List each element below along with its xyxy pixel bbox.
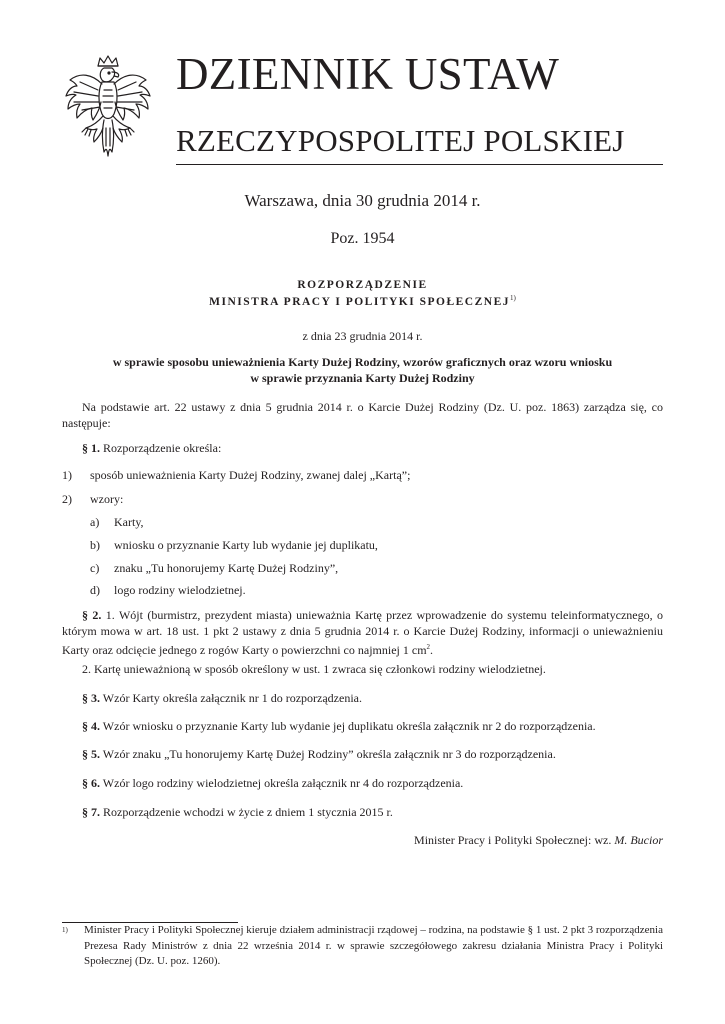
section-mark: § 5.	[82, 747, 100, 761]
act-subject-line-2: w sprawie przyznania Karty Dużej Rodziny	[250, 371, 475, 385]
publication-date: Warszawa, dnia 30 grudnia 2014 r.	[244, 191, 481, 210]
list-item-number: 2)	[62, 492, 72, 506]
section-text: Wzór wniosku o przyznanie Karty lub wydanie jej duplikatu określa załącznik nr 2 do rozporządzenia.	[102, 719, 596, 733]
section-2-paragraph-2: 2. Kartę unieważnioną w sposób określony w ust. 1 zwraca się członkowi rodziny wielodzietnej.	[82, 662, 546, 676]
list-item-text: wzory:	[90, 492, 124, 506]
footnote-mark: 1)	[62, 926, 68, 934]
list-subitem-letter: c)	[90, 561, 100, 575]
list-subitem-text: logo rodziny wielodzietnej.	[114, 583, 246, 597]
section-text: Wzór logo rodziny wielodzietnej określa załącznik nr 4 do rozporządzenia.	[102, 776, 464, 790]
superscript: 2	[426, 643, 431, 651]
section-mark: § 3.	[82, 691, 100, 705]
list-item-text: sposób unieważnienia Karty Dużej Rodziny, zwanej dalej „Kartą”;	[90, 468, 411, 482]
footnote-reference: 1)	[510, 294, 516, 302]
section-text: Rozporządzenie wchodzi w życie z dniem 1 stycznia 2015 r.	[103, 805, 393, 819]
signature-title: Minister Pracy i Polityki Społecznej: wz.	[414, 833, 612, 847]
section-mark: § 6.	[82, 776, 100, 790]
preamble: Na podstawie art. 22 ustawy z dnia 5 grudnia 2014 r. o Karcie Dużej Rodziny (Dz. U. poz. 1863) zarządza się, co następuje:	[62, 400, 663, 430]
section-text: Wzór Karty określa załącznik nr 1 do rozporządzenia.	[102, 691, 362, 705]
act-date: z dnia 23 grudnia 2014 r.	[302, 329, 423, 343]
section-mark: § 2.	[82, 608, 102, 622]
section-2	[62, 607, 663, 658]
section-3	[62, 690, 663, 706]
signature	[62, 832, 663, 848]
act-subject-line-1: w sprawie sposobu unieważnienia Karty Dużej Rodziny, wzorów graficznych oraz wzoru wniosku	[112, 355, 613, 369]
section-4	[62, 718, 663, 734]
act-subject	[62, 354, 663, 386]
section-text: 1. Wójt (burmistrz, prezydent miasta) unieważnia Kartę przez wprowadzenie do systemu teleinformatycznego, o którym mowa w art. 18 ust. 1 pkt 2 ustawy z dnia 5 grudnia 2014 r. o Karcie Dużej Rodziny, informacji o unieważnieniu Karty oraz odcięcie jednego z rogów Karty o powierzchni co najmniej 1 cm	[62, 608, 664, 657]
polish-eagle-emblem-icon	[60, 52, 156, 162]
list-item-number: 1)	[62, 468, 72, 482]
section-text: Rozporządzenie określa:	[103, 441, 222, 455]
header-divider	[176, 164, 663, 165]
journal-subtitle: RZECZYPOSPOLITEJ POLSKIEJ	[176, 123, 625, 158]
issuer-name: MINISTRA PRACY I POLITYKI SPOŁECZNEJ	[209, 296, 511, 308]
act-type: ROZPORZĄDZENIE	[297, 279, 428, 291]
section-1	[62, 440, 663, 456]
list-subitem-letter: a)	[90, 515, 100, 529]
section-6	[62, 775, 663, 791]
section-mark: § 7.	[82, 805, 100, 819]
section-mark: § 4.	[82, 719, 100, 733]
section-mark: § 1.	[82, 441, 100, 455]
list-subitem-text: znaku „Tu honorujemy Kartę Dużej Rodziny”,	[114, 561, 339, 575]
signature-name: M. Bucior	[614, 833, 663, 847]
position-number: Poz. 1954	[330, 230, 395, 247]
list-subitem-letter: b)	[90, 538, 100, 552]
section-5	[62, 746, 663, 762]
act-issuer	[62, 294, 663, 310]
section-7	[62, 804, 663, 820]
footnote-text: Minister Pracy i Polityki Społecznej kieruje działem administracji rządowej – rodzina, na podstawie § 1 ust. 2 pkt 3 rozporządzenia Prezesa Rady Ministrów z dnia 22 września 2014 r. w sprawie szczegółowego zakresu działania Ministra Pracy i Polityki Społecznej (Dz. U. poz. 1260).	[84, 924, 663, 967]
section-text-end: .	[430, 643, 434, 657]
list-subitem-letter: d)	[90, 583, 100, 597]
list-subitem-text: wniosku o przyznanie Karty lub wydanie jej duplikatu,	[114, 538, 378, 552]
section-text: Wzór znaku „Tu honorujemy Kartę Dużej Rodziny” określa załącznik nr 3 do rozporządzenia.	[102, 747, 556, 761]
list-subitem-text: Karty,	[114, 515, 144, 529]
journal-title: DZIENNIK USTAW	[176, 49, 560, 99]
